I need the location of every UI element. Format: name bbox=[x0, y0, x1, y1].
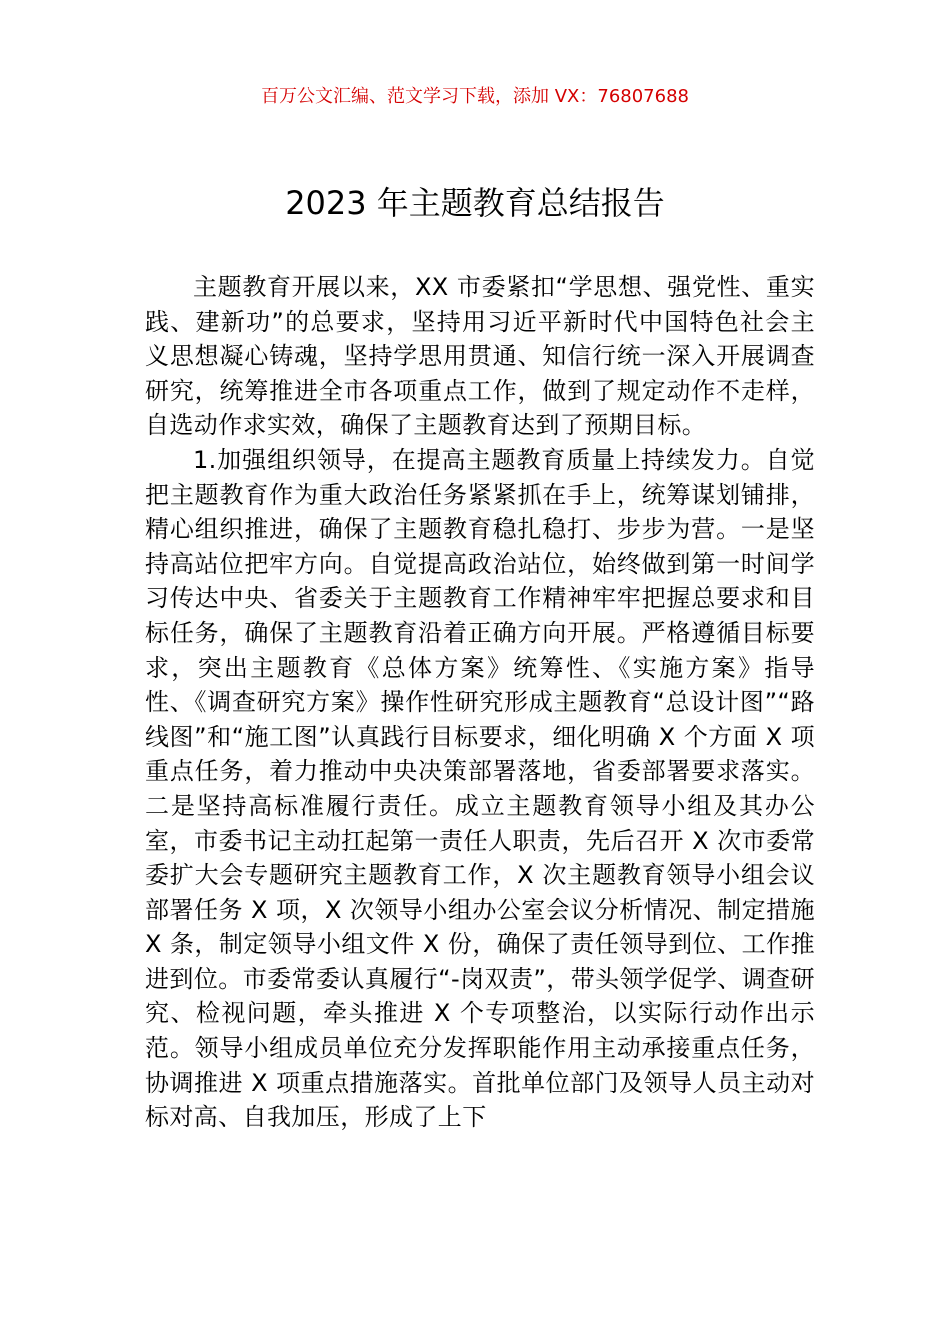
header-watermark-note: 百万公文汇编、范文学习下载，添加 VX：76807688 bbox=[261, 86, 689, 107]
intro-paragraph: 主题教育开展以来，XX 市委紧扣“学思想、强党性、重实践、建新功”的总要求，坚持用习近平新时代中国特色社会主义思想凝心铸魂，坚持学思用贯通、知信行统一深入开展调查研究，统筹推进全市各项重点工作，做到了规定动作不走样，自选动作求实效，确保了主题教育达到了预期目标。 bbox=[145, 273, 815, 440]
document-body bbox=[145, 270, 815, 1135]
section-1-paragraph: 1.加强组织领导，在提高主题教育质量上持续发力。自觉把主题教育作为重大政治任务紧紧抓在手上，统筹谋划铺排，精心组织推进，确保了主题教育稳扎稳打、步步为营。一是坚持高站位把牢方向。自觉提高政治站位，始终做到第一时间学习传达中央、省委关于主题教育工作精神牢牢把握总要求和目标任务，确保了主题教育沿着正确方向开展。严格遵循目标要求，突出主题教育《总体方案》统筹性、《实施方案》指导性、《调查研究方案》操作性研究形成主题教育“总设计图”“路线图”和“施工图”认真践行目标要求，细化明确 X 个方面 X 项重点任务，着力推动中央决策部署落地，省委部署要求落实。二是坚持高标准履行责任。成立主题教育领导小组及其办公室，市委书记主动扛起第一责任人职责，先后召开 X 次市委常委扩大会专题研究主题教育工作，X 次主题教育领导小组会议部署任务 X 项，X 次领导小组办公室会议分析情况、制定措施 X 条，制定领导小组文件 X 份，确保了责任领导到位、工作推进到位。市委常委认真履行“-岗双责”，带头领学促学、调查研究、检视问题，牵头推进 X 个专项整治，以实际行动作出示范。领导小组成员单位充分发挥职能作用主动承接重点任务，协调推进 X 项重点措施落实。首批单位部门及领导人员主动对标对高、自我加压，形成了上下 bbox=[145, 445, 815, 1132]
document-title: 2023 年主题教育总结报告 bbox=[285, 184, 665, 222]
